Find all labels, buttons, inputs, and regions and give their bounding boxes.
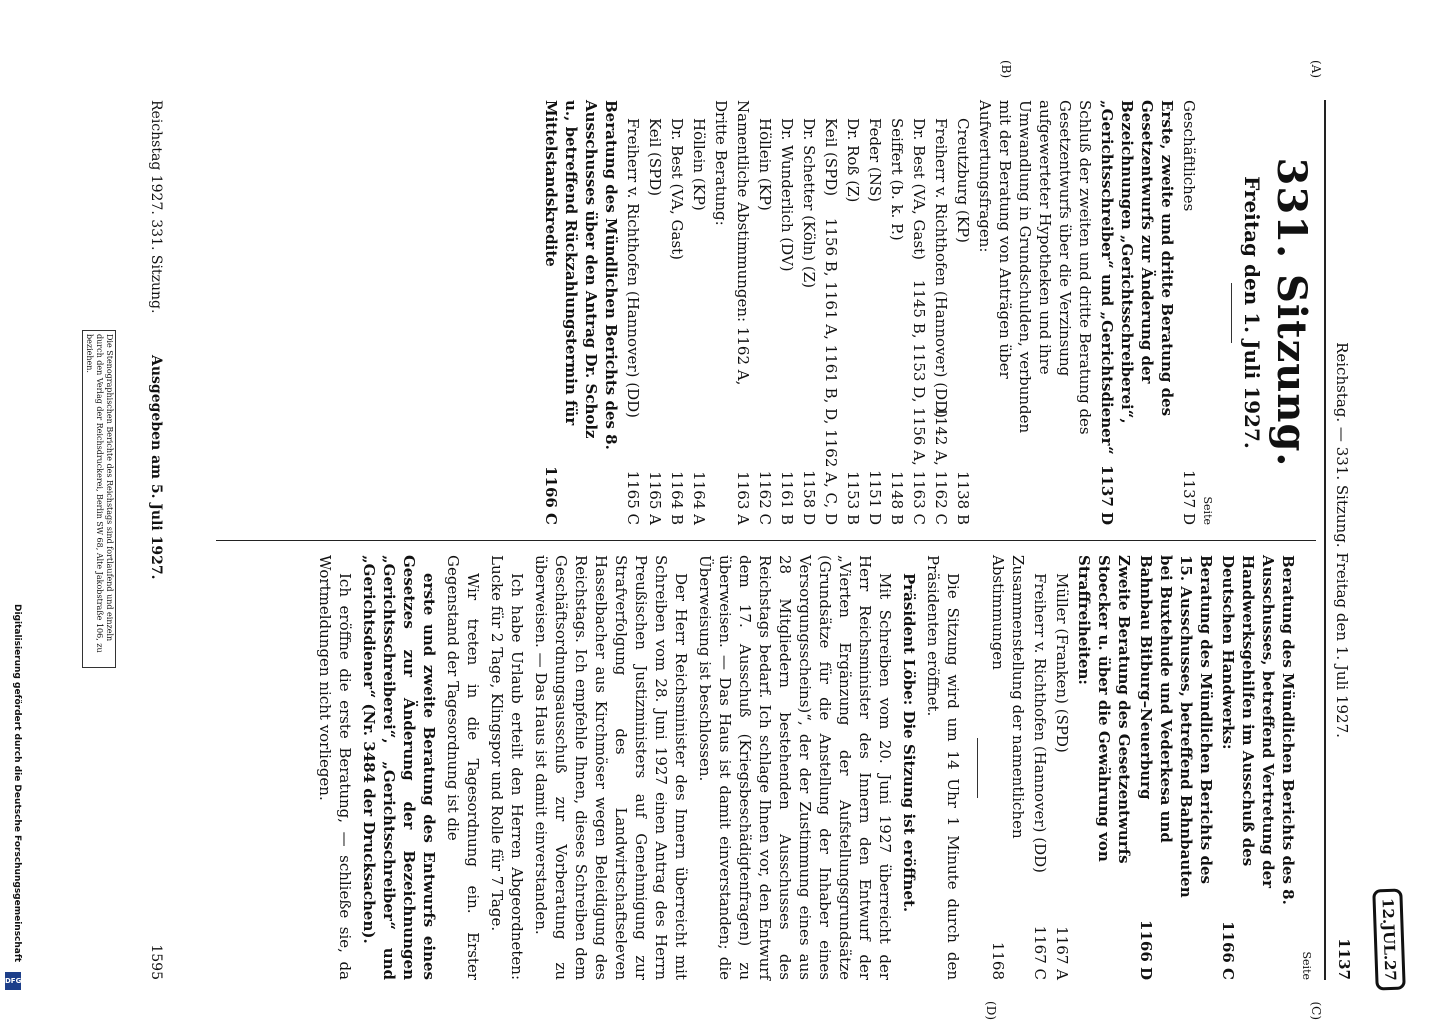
toc-entry: Keil (SPD) 1156 B, 1161 A, 1161 B, D, 1162 A, C, D [822,118,840,525]
running-title: Reichstag. — 331. Sitzung. Freitag den 1. Juli 1927. [1333,342,1351,738]
toc-entry: Freiherr v. Richthofen (Hannover) (DD) 1142 A, 1162 C [932,118,950,525]
paragraph: erste und zweite Beratung des Entwurfs eines Gesetzes zur Änderung der Bezeichnungen „Gerichtsschreiberei“, „Gerichtsschreiber“ und „Gerichtsdiener“ (Nr. 3484 der Drucksachen). [360,555,438,980]
margin-marker-d: (D) [984,1001,998,1020]
page-number: 1137 [1335,938,1353,980]
toc-entry: Freiherr v. Richthofen (Hannover) (DD) 1167 C [1031,573,1049,980]
paragraph: Die Sitzung wird um 14 Uhr 1 Minute durch den Präsidenten eröffnet. [924,555,962,980]
toc-entry: Beratung des Mündlichen Berichts des 15. Ausschusses, betreffend Bahnbauten bei Buxtehude und Vederkesa und Bahnbau Bitburg–Neuerburg 1166 D [1137,555,1215,980]
toc-entry: Dr. Best (VA, Gast) 1145 B, 1153 D, 1156 A, 1163 C [910,118,928,525]
toc-entry: Geschäftliches 1137 D [1180,100,1198,525]
toc-entry: Creutzburg (KP) 1138 B [954,118,972,525]
toc-entry: Feder (NS) 1151 D [866,118,884,525]
margin-marker-b: (B) [999,60,1013,79]
seite-label: Seite [1300,951,1313,980]
credit-text: Digitalisierung gefördert durch die Deutsche Forschungsgemeinschaft [12,604,22,963]
toc-entry: Dr. Best (VA, Gast) 1164 B [668,118,686,525]
toc-entry: Dr. Schetter (Köln) (Z) 1158 D [800,118,818,525]
toc-entry: Müller (Franken) (SPD) 1167 A [1053,573,1071,980]
toc-entry: Dr. Wunderlich (DV) 1161 B [778,118,796,525]
session-title: 331. Sitzung. [1268,157,1315,468]
toc-entry: Dr. Roß (Z) 1153 B [844,118,862,525]
paragraph: Wir treten in die Tagesordnung ein. Erster Gegenstand der Tagesordnung ist die [444,555,482,980]
toc-entry: Seiffert (b. k. P.) 1148 B [888,118,906,525]
paragraph: Präsident Löbe: Die Sitzung ist eröffnet. [900,573,918,913]
toc-entry: Höllein (KP) 1162 C [756,118,774,525]
margin-marker-a: (A) [1309,60,1323,79]
digitization-credit [2,604,26,996]
paragraph: Ich eröffne die erste Beratung, — schließe sie, da Wortmeldungen nicht vorliegen. [316,555,354,980]
section-rule [977,738,978,798]
publisher-note: Die Stenographischen Berichte des Reichstags sind fortlaufend und einzeln durch den Verlag der Reichsdruckerei, Berlin SW 68, Alte Jakobstraße 106, zu beziehen. [82,330,116,668]
paragraph: Der Herr Reichsminister des Innern überreicht mit Schreiben vom 28. Juni 1927 einen Antrag des Herrn Preußischen Justizministers auf Genehmigung zur Strafverfolgung des Landwirtschaftseleven Hasselbacher aus Kirchmöser wegen Beleidigung des Reichstags. Ich empfehle Ihnen, dieses Schreiben dem Geschäftsordnungsausschuß zur Vorberatung zu überweisen. — Das Haus ist damit einverstanden. [532,555,690,980]
title-rule [1231,283,1232,343]
toc-entry: Keil (SPD) 1165 A [646,118,664,525]
toc-entry: Erste, zweite und dritte Beratung des Gesetzentwurfs zur Änderung der Bezeichnungen „Gerichtsschreiberei“, „Gerichtsschreiber“ und „Gerichtsdiener“ 1137 D [1098,100,1176,525]
margin-marker-c: (C) [1309,1001,1323,1020]
toc-entry: Beratung des Mündlichen Berichts des 8. Ausschusses, betreffend Vertretung der Handwerksgehilfen im Ausschuß des Deutschen Handwerks: 1166 C [1219,555,1297,980]
footer-page: 1595 [148,944,164,980]
toc-entry: Dritte Beratung: [712,100,730,226]
date-stamp: 12.JUL.27 [1372,889,1406,991]
toc-entry: Zweite Beratung des Gesetzentwurfs Stoecker u. über die Gewährung von Straffreiheiten: [1075,555,1133,864]
toc-entry: Zusammenstellung der namentlichen Abstimmungen 1168 [989,555,1027,980]
paragraph: Ich habe Urlaub erteilt den Herren Abgeordneten: Lucke für 2 Tage, Klingspor und Rolle für 7 Tage. [488,555,526,980]
session-date: Freitag den 1. Juli 1927. [1240,176,1264,449]
toc-entry: Schluß der zweiten und dritte Beratung des Gesetzentwurfs über die Verzinsung aufgewerteter Hypotheken und ihre Umwandlung in Grundschulden, verbunden mit der Beratung von Anträgen über Aufwertungsfragen: [976,100,1094,435]
column-divider [216,540,1316,541]
right-column [311,555,1316,980]
paragraph: Mit Schreiben vom 20. Juni 1927 überreicht der Herr Reichsminister des Innern den Entwurf der „Vierten Ergänzung der Aufstellungsgrundsätze (Grundsätze für die Anstellung der Inhaber eines Versorgungsscheins)“, der der Zustimmung eines aus 28 Mitgliedern bestehenden Ausschusses des Reichstags bedarf. Ich schlage Ihnen vor, den Entwurf dem 17. Ausschuß (Kriegsbeschädigtenfragen) zu überweisen. — Das Haus ist damit einverstanden; die Überweisung ist beschlossen. [696,555,894,980]
dfg-logo: DFG [5,972,21,990]
toc-entry: Beratung des Mündlichen Berichts des 8. Ausschusses über den Antrag Dr. Scholz u., betreffend Rückzahlungstermin für Mittelstandskredite 1166 C [542,100,620,525]
footer-issued: Ausgegeben am 5. Juli 1927. [148,355,164,580]
footer-left: Reichstag 1927. 331. Sitzung. [148,100,164,314]
toc-entry: Namentliche Abstimmungen: 1162 A, 1163 A [734,100,752,525]
left-column [539,100,1316,525]
seite-label: Seite [1201,496,1214,525]
toc-entry: Freiherr v. Richthofen (Hannover) (DD) 1165 C [624,118,642,525]
toc-entry: Höllein (KP) 1164 A [690,118,708,525]
rotated-document-page [85,60,1400,1020]
